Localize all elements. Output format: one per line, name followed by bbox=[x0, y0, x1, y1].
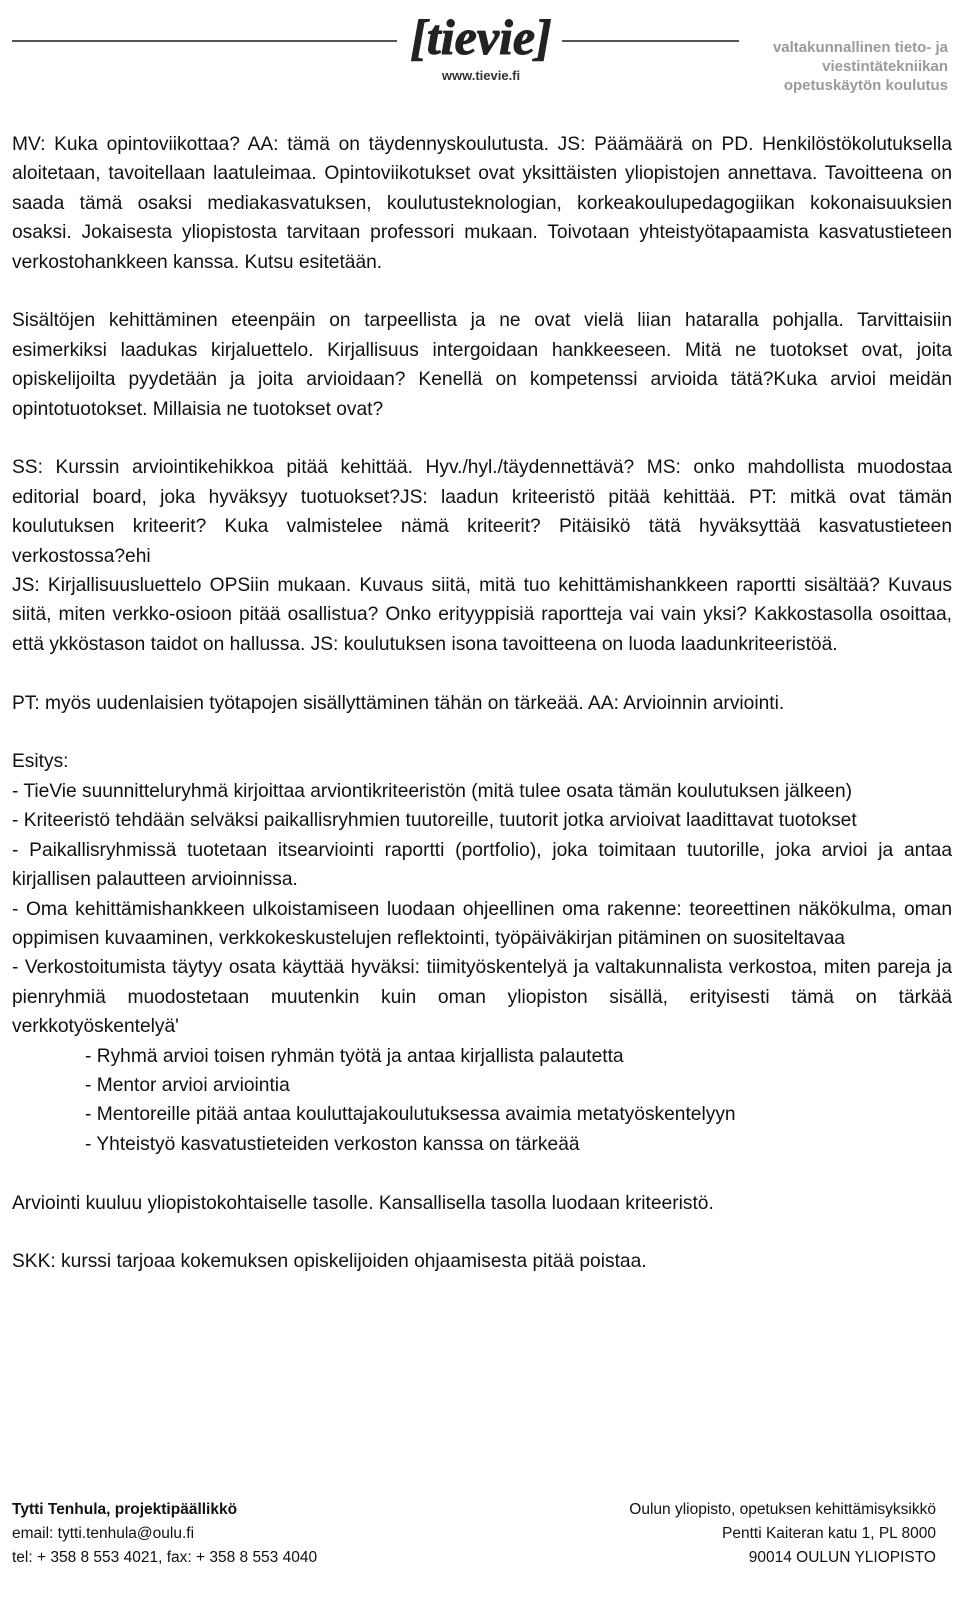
sub-list-item: - Ryhmä arvioi toisen ryhmän työtä ja antaa kirjallista palautetta bbox=[85, 1045, 624, 1067]
sub-list-item: - Mentoreille pitää antaa kouluttajakoulutuksessa avaimia metatyöskentelyyn bbox=[85, 1104, 736, 1126]
footer-email: email: tytti.tenhula@oulu.fi bbox=[12, 1525, 195, 1542]
list-item: - Paikallisryhmissä tuotetaan itsearviointi raportti (portfolio), joka toimitaan tuutorille, joka arvioi ja antaa kirjallisen palautteen arvioinnissa. bbox=[12, 839, 952, 891]
header-rule-right bbox=[562, 40, 739, 42]
tagline-line: valtakunnallinen tieto- ja bbox=[772, 39, 948, 56]
tagline-line: viestintätekniikan bbox=[822, 58, 948, 75]
sub-list-item: - Mentor arvioi arviointia bbox=[85, 1074, 290, 1096]
header-rule-left bbox=[12, 40, 397, 42]
list-item: - Oma kehittämishankkeen ulkoistamiseen luodaan ohjeellinen oma rakenne: teoreettinen näkökulma, oman oppimisen kuvaaminen, verkkokeskustelujen reflektointi, työpäiväkirjan pitäminen on suositeltavaa bbox=[12, 898, 952, 949]
footer-organization: Oulun yliopisto, opetuksen kehittämisyksikkö bbox=[629, 1501, 936, 1518]
footer-postal: 90014 OULUN YLIOPISTO bbox=[748, 1549, 936, 1566]
list-item: - Kriteeristö tehdään selväksi paikallisryhmien tuutoreille, tuutorit jotka arvioivat laadittavat tuotokset bbox=[12, 810, 857, 832]
footer-street: Pentti Kaiteran katu 1, PL 8000 bbox=[722, 1525, 936, 1542]
svg-text:www.tievie.fi: www.tievie.fi bbox=[441, 68, 521, 83]
paragraph: SS: Kurssin arviointikehikkoa pitää kehittää. Hyv./hyl./täydennettävä? MS: onko mahdollista muodostaa editorial board, joka hyväksyy tuotuokset?JS: laadun kriteeristö pitää kehittää. PT: mitkä ovat tämän koulutuksen kriteerit? Kuka valmistelee nämä kriteerit? Pitäisikö tätä hyväksyttää kasvatustieteen verkostossa?ehi bbox=[12, 457, 952, 567]
esitys-heading: Esitys: bbox=[12, 751, 69, 773]
document-body bbox=[12, 130, 952, 1277]
header-tagline bbox=[728, 38, 948, 95]
tagline-line: opetuskäytön koulutus bbox=[783, 77, 948, 94]
list-item: - TieVie suunnitteluryhmä kirjoittaa arviontikriteeristön (mitä tulee osata tämän koulutuksen jälkeen) bbox=[12, 780, 853, 802]
footer-phone: tel: + 358 8 553 4021, fax: + 358 8 553 4040 bbox=[12, 1549, 318, 1566]
footer-address bbox=[629, 1498, 936, 1570]
paragraph: PT: myös uudenlaisien työtapojen sisällyttäminen tähän on tärkeää. AA: Arvioinnin arviointi. bbox=[12, 692, 785, 714]
paragraph: Arviointi kuuluu yliopistokohtaiselle tasolle. Kansallisella tasolla luodaan kriteeristö. bbox=[12, 1192, 714, 1214]
footer-contact bbox=[12, 1498, 317, 1570]
paragraph: MV: Kuka opintoviikottaa? AA: tämä on täydennyskoulutusta. JS: Päämäärä on PD. Henkilöstökolutuksella aloitetaan, tavoitellaan laatuleimaa. Opintoviikotukset ovat yksittäisten yliopistojen annettava. Tavoitteena on saada tämä osaksi mediakasvatuksen, koulutusteknologian, korkeakoulupedagogiikan kokonaisuuksien osaksi. Jokaisesta yliopistosta tarvitaan professori mukaan. Toivotaan yhteistyötapaamista kasvatustieteen verkostohankkeen kanssa. Kutsu esitetään. bbox=[12, 134, 952, 273]
paragraph: JS: Kirjallisuusluettelo OPSiin mukaan. Kuvaus siitä, mitä tuo kehittämishankkeen raportti sisältää? Kuvaus siitä, miten verkko-osioon pitää osallistua? Onko erityyppisiä raportteja vai vain yksi? Kakkostasolla osoittaa, että ykköstason taidot on hallussa. JS: koulutuksen isona tavoitteena on luoda laadunkriteeristöä. bbox=[12, 575, 952, 655]
paragraph: SKK: kurssi tarjoaa kokemuksen opiskelijoiden ohjaamisesta pitää poistaa. bbox=[12, 1251, 647, 1273]
sub-list-item: - Yhteistyö kasvatustieteiden verkoston kanssa on tärkeää bbox=[85, 1133, 580, 1155]
page-header bbox=[0, 0, 960, 110]
svg-text:[tievie]: [tievie] bbox=[410, 9, 552, 65]
paragraph: Sisältöjen kehittäminen eteenpäin on tarpeellista ja ne ovat vielä liian hataralla pohjalla. Tarvittaisiin esimerkiksi laadukas kirjaluettelo. Kirjallisuus intergoidaan hankkeeseen. Mitä ne tuotokset ovat, joita opiskelijoilta pyydetään ja joita arvioidaan? Kenellä on kompetenssi arvioida tätä?Kuka arvioi meidän opintotuotokset. Millaisia ne tuotokset ovat? bbox=[12, 310, 952, 420]
tievie-logo bbox=[402, 2, 560, 86]
footer-author: Tytti Tenhula, projektipäällikkö bbox=[12, 1501, 238, 1518]
list-item: - Verkostoitumista täytyy osata käyttää hyväksi: tiimityöskentelyä ja valtakunnalista verkostoa, miten pareja ja pienryhmiä muodostetaan muutenkin kuin oman yliopiston sisällä, erityisesti tämä on tärkää verkkotyöskentelyä' bbox=[12, 957, 952, 1038]
